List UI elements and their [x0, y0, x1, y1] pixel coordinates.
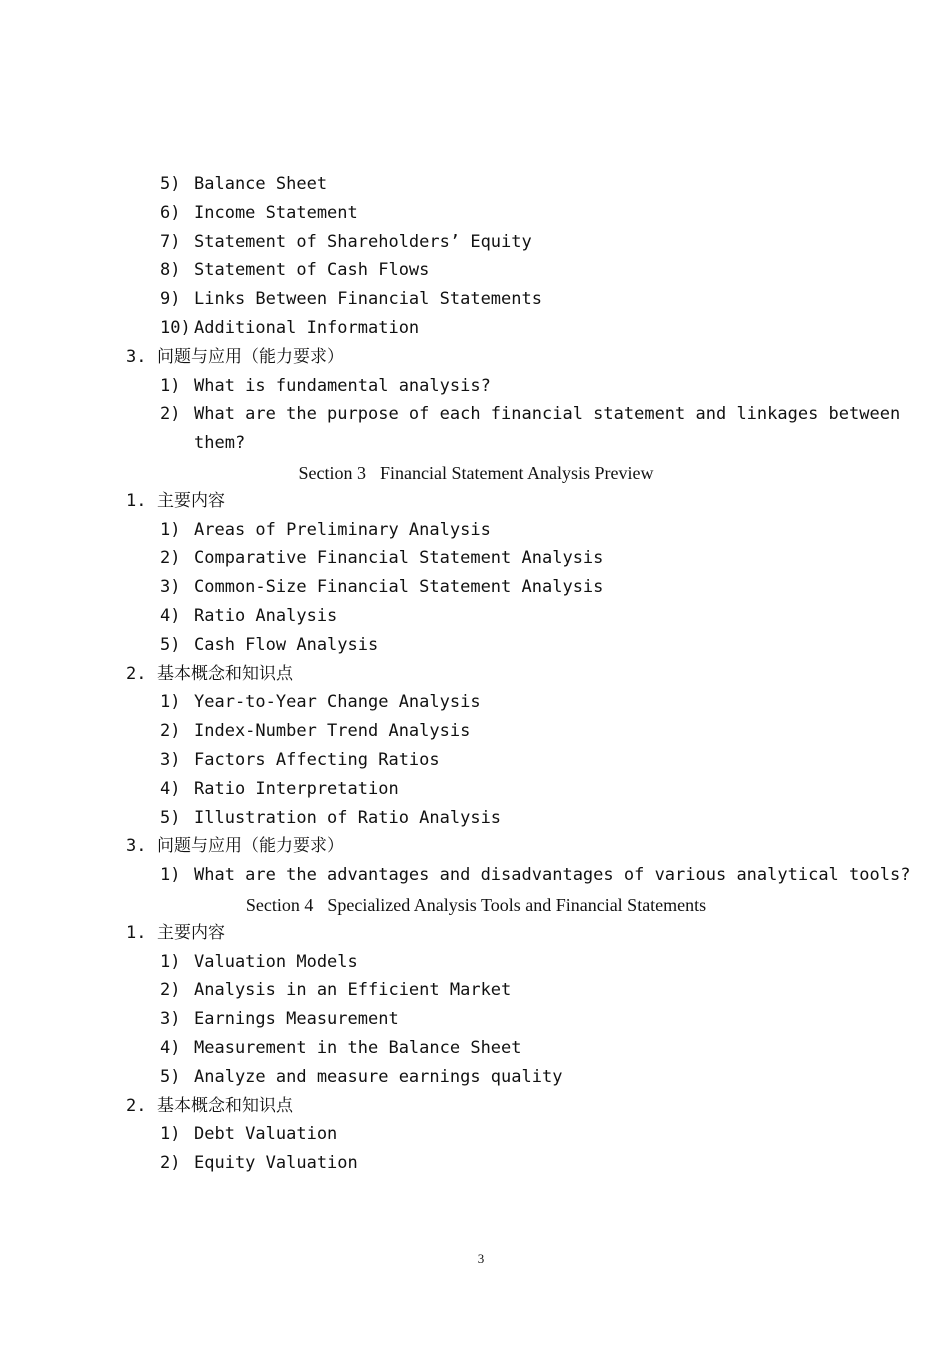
- list-item-number: 9): [160, 289, 181, 309]
- list-item-text: Comparative Financial Statement Analysis: [194, 548, 604, 568]
- list-item-number: 5): [160, 174, 181, 194]
- list-item-number: 8): [160, 260, 181, 280]
- list-item-text: Year-to-Year Change Analysis: [194, 692, 481, 712]
- list-item-text: What are the purpose of each financial statement and linkages between: [194, 404, 901, 424]
- list-item-text: Common-Size Financial Statement Analysis: [194, 577, 604, 597]
- section-heading: [0, 463, 952, 483]
- list-item-text: Links Between Financial Statements: [194, 289, 542, 309]
- list-item-text: Valuation Models: [194, 952, 358, 972]
- section-heading: [0, 895, 952, 915]
- category-heading-text: 问题与应用（能力要求）: [157, 836, 344, 856]
- category-heading-number: 1.: [126, 491, 147, 511]
- list-item-text: Measurement in the Balance Sheet: [194, 1038, 522, 1058]
- list-item-text: Balance Sheet: [194, 174, 328, 194]
- list-item-text: Ratio Analysis: [194, 606, 338, 626]
- list-item-text: Debt Valuation: [194, 1124, 338, 1144]
- list-item-number: 2): [160, 404, 181, 424]
- list-item-number: 5): [160, 808, 181, 828]
- category-heading-number: 2.: [126, 1096, 147, 1116]
- list-item-number: 5): [160, 635, 181, 655]
- list-item-number: 7): [160, 232, 181, 252]
- category-heading-text: 主要内容: [157, 491, 225, 511]
- list-item-text: Index-Number Trend Analysis: [194, 721, 471, 741]
- list-item-number: 1): [160, 952, 181, 972]
- list-item-number: 1): [160, 520, 181, 540]
- list-item-number: 5): [160, 1067, 181, 1087]
- list-item-continuation-text: them?: [194, 433, 246, 453]
- list-item-number: 1): [160, 692, 181, 712]
- list-item-text: Analysis in an Efficient Market: [194, 980, 512, 1000]
- list-item-text: Income Statement: [194, 203, 358, 223]
- list-item-text: Additional Information: [194, 318, 420, 338]
- list-item-text: Illustration of Ratio Analysis: [194, 808, 502, 828]
- category-heading-number: 2.: [126, 664, 147, 684]
- list-item-text: Cash Flow Analysis: [194, 635, 379, 655]
- list-item-number: 6): [160, 203, 181, 223]
- page-number: 3: [477, 1251, 485, 1266]
- category-heading-text: 主要内容: [157, 923, 225, 943]
- list-item-number: 4): [160, 606, 181, 626]
- list-item-number: 1): [160, 865, 181, 885]
- list-item-text: What are the advantages and disadvantages of various analytical tools?: [194, 865, 911, 885]
- section-label: Section 4: [245, 895, 314, 915]
- list-item-number: 2): [160, 721, 181, 741]
- list-item-text: Earnings Measurement: [194, 1009, 399, 1029]
- list-item-number: 3): [160, 750, 181, 770]
- list-item-number: 2): [160, 980, 181, 1000]
- list-item-text: Factors Affecting Ratios: [194, 750, 440, 770]
- category-heading-text: 基本概念和知识点: [157, 664, 293, 684]
- section-title: Financial Statement Analysis Preview: [380, 463, 654, 483]
- list-item-text: Equity Valuation: [194, 1153, 358, 1173]
- list-item-number: 10): [160, 318, 191, 338]
- section-title: Specialized Analysis Tools and Financial Statements: [327, 895, 707, 915]
- list-item-number: 4): [160, 779, 181, 799]
- list-item-number: 1): [160, 376, 181, 396]
- list-item-text: What is fundamental analysis?: [194, 376, 491, 396]
- list-item-text: Statement of Shareholders’ Equity: [194, 232, 532, 252]
- list-item-number: 3): [160, 577, 181, 597]
- list-item-text: Areas of Preliminary Analysis: [194, 520, 491, 540]
- list-item-number: 2): [160, 1153, 181, 1173]
- category-heading-number: 3.: [126, 836, 147, 856]
- list-item-number: 1): [160, 1124, 181, 1144]
- category-heading-number: 3.: [126, 347, 147, 367]
- category-heading-text: 问题与应用（能力要求）: [157, 347, 344, 367]
- list-item-text: Statement of Cash Flows: [194, 260, 430, 280]
- section-label: Section 3: [298, 463, 367, 483]
- list-item-text: Ratio Interpretation: [194, 779, 399, 799]
- list-item-number: 2): [160, 548, 181, 568]
- category-heading-number: 1.: [126, 923, 147, 943]
- list-item-text: Analyze and measure earnings quality: [194, 1067, 563, 1087]
- list-item-number: 4): [160, 1038, 181, 1058]
- list-item-number: 3): [160, 1009, 181, 1029]
- category-heading-text: 基本概念和知识点: [157, 1096, 293, 1116]
